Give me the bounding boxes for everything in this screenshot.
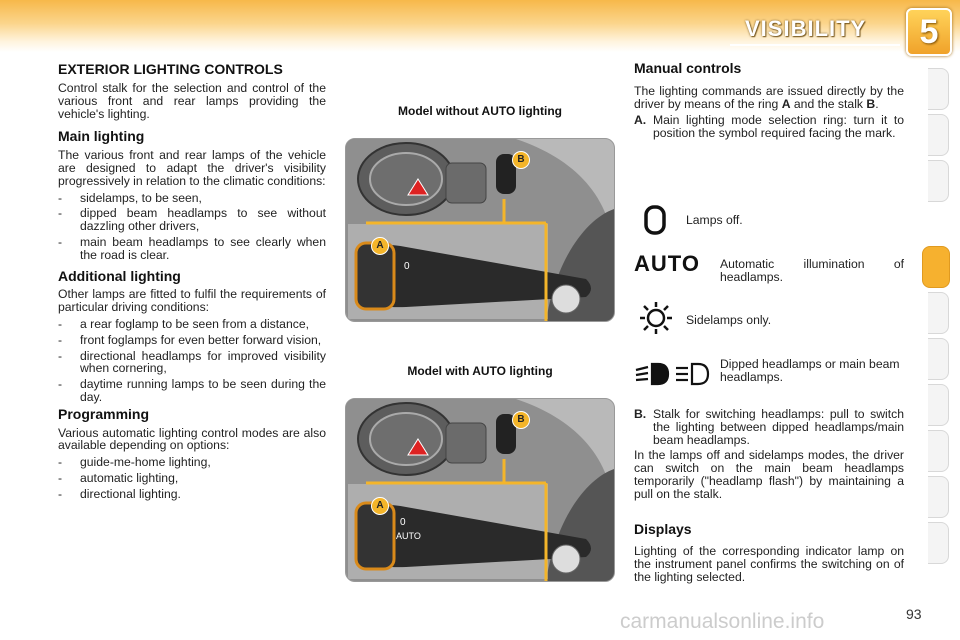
dash: - <box>58 206 63 221</box>
sidelamps-icon <box>636 300 676 336</box>
dash: - <box>58 190 63 205</box>
section-heading-exterior: EXTERIOR LIGHTING CONTROLS <box>58 61 283 77</box>
item-a-text: Main lighting mode selection ring: turn it to position the symbol required facing the mark. <box>653 113 904 141</box>
badge-a: A <box>371 497 389 515</box>
chapter-tab-active[interactable] <box>922 246 950 288</box>
intro-text: Control stalk for the selection and control of the various front and rear lamps providing the vehicle's lighting. <box>58 81 326 121</box>
dash: - <box>58 486 63 501</box>
list-item <box>58 378 326 404</box>
dash: - <box>58 332 63 347</box>
list-item <box>58 318 326 331</box>
stalk-illustration-auto <box>346 399 614 581</box>
stalk-auto-mark: AUTO <box>396 531 421 541</box>
list-item-text: guide-me-home lighting, <box>80 455 211 470</box>
chapter-tabs <box>928 68 950 578</box>
item-a <box>634 114 904 140</box>
list-item-text: main beam headlamps to see clearly when the road is clear. <box>80 234 326 262</box>
list-item <box>58 488 326 501</box>
page-title: VISIBILITY <box>745 16 867 41</box>
chapter-tab[interactable] <box>928 292 949 334</box>
symbol-label: Automatic illumination of headlamps. <box>720 257 904 284</box>
symbol-label: Sidelamps only. <box>686 313 772 327</box>
page-number: 93 <box>906 606 922 622</box>
dash: - <box>58 470 63 485</box>
list-item <box>58 334 326 347</box>
symbol-label: Lamps off. <box>686 213 743 227</box>
list-item-text: automatic lighting, <box>80 470 179 485</box>
list-item <box>58 456 326 469</box>
dash: - <box>58 377 63 392</box>
illustration-with-auto <box>345 398 615 582</box>
chapter-tab[interactable] <box>928 522 949 564</box>
caption-without-auto: Model without AUTO lighting <box>398 104 562 118</box>
right-column-lower <box>634 408 904 588</box>
caption-with-auto: Model with AUTO lighting <box>407 364 553 378</box>
left-column <box>58 62 326 504</box>
heading-manual-controls: Manual controls <box>634 60 742 76</box>
heading-programming: Programming <box>58 405 150 422</box>
chapter-badge: 5 <box>906 8 952 56</box>
headlamps-icon <box>634 360 714 390</box>
dash: - <box>58 234 63 249</box>
displays-text: Lighting of the corresponding indicator lamp on the instrument panel confirms the switching on of the lighting selected. <box>634 544 904 584</box>
chapter-tab[interactable] <box>928 384 949 426</box>
chapter-tab[interactable] <box>928 114 949 156</box>
chapter-tab[interactable] <box>928 476 949 518</box>
badge-b: B <box>512 411 530 429</box>
intro-part: and the stalk <box>790 96 867 111</box>
heading-displays: Displays <box>634 520 692 537</box>
symbol-row-auto <box>634 251 904 290</box>
list-item <box>58 192 326 205</box>
stalk-zero-mark: 0 <box>400 517 406 528</box>
additional-lighting-text: Other lamps are fitted to fulfil the requirements of particular driving conditions: <box>58 287 326 315</box>
symbol-label: Dipped headlamps or main beam headlamps. <box>720 357 900 384</box>
chapter-tab[interactable] <box>928 430 949 472</box>
title-underline <box>730 44 900 46</box>
illustration-without-auto <box>345 138 615 322</box>
watermark: carmanualsonline.info <box>620 610 825 633</box>
label-a: A. <box>634 113 647 128</box>
symbol-row-lamps-off <box>634 204 904 238</box>
chapter-tab[interactable] <box>928 68 949 110</box>
flash-text: In the lamps off and sidelamps modes, the driver can switch on the main beam headlamps temporarily ("headlamp flash") by maintaining a pull on the stalk. <box>634 448 904 501</box>
dash: - <box>58 348 63 363</box>
intro-part: The lighting commands are issued directly by the driver by means of the ring <box>634 83 904 111</box>
ring-letter: A <box>781 96 791 111</box>
item-b <box>634 408 904 446</box>
chapter-tab[interactable] <box>928 338 949 380</box>
stalk-illustration <box>346 139 614 321</box>
heading-main-lighting: Main lighting <box>58 128 145 145</box>
lamps-off-icon <box>640 204 680 238</box>
chapter-tab[interactable] <box>928 160 949 202</box>
list-item <box>58 207 326 233</box>
badge-b: B <box>512 151 530 169</box>
main-lighting-text: The various front and rear lamps of the vehicle are designed to adapt the driver's visibility progressively in relation to the climatic conditions: <box>58 148 326 188</box>
list-item <box>58 350 326 376</box>
stalk-zero-mark: 0 <box>404 261 410 272</box>
list-item-text: directional headlamps for improved visibility when cornering, <box>80 348 326 376</box>
heading-additional-lighting: Additional lighting <box>58 267 181 284</box>
list-item-text: sidelamps, to be seen, <box>80 190 202 205</box>
list-item-text: dipped beam headlamps to see without dazzling other drivers, <box>80 206 326 234</box>
item-b-text: Stalk for switching headlamps: pull to switch the lighting between dipped headlamps/main beam headlamps. <box>653 407 904 447</box>
list-item-text: front foglamps for even better forward vision, <box>80 332 322 347</box>
symbol-row-sidelamps <box>634 300 904 336</box>
stalk-letter: B <box>866 96 876 111</box>
auto-icon: AUTO <box>634 251 700 276</box>
list-item <box>58 472 326 485</box>
list-item-text: a rear foglamp to be seen from a distance, <box>80 316 309 331</box>
dash: - <box>58 455 63 470</box>
manual-intro <box>634 85 904 111</box>
intro-part: . <box>875 96 879 111</box>
right-column <box>634 62 904 143</box>
symbol-row-headlamps <box>634 358 904 392</box>
list-item <box>58 236 326 262</box>
list-item-text: daytime running lamps to be seen during the day. <box>80 377 326 404</box>
list-item-text: directional lighting. <box>80 486 181 501</box>
badge-a: A <box>371 237 389 255</box>
label-b: B. <box>634 407 647 421</box>
dash: - <box>58 316 63 331</box>
programming-text: Various automatic lighting control modes are also available depending on options: <box>58 425 326 453</box>
